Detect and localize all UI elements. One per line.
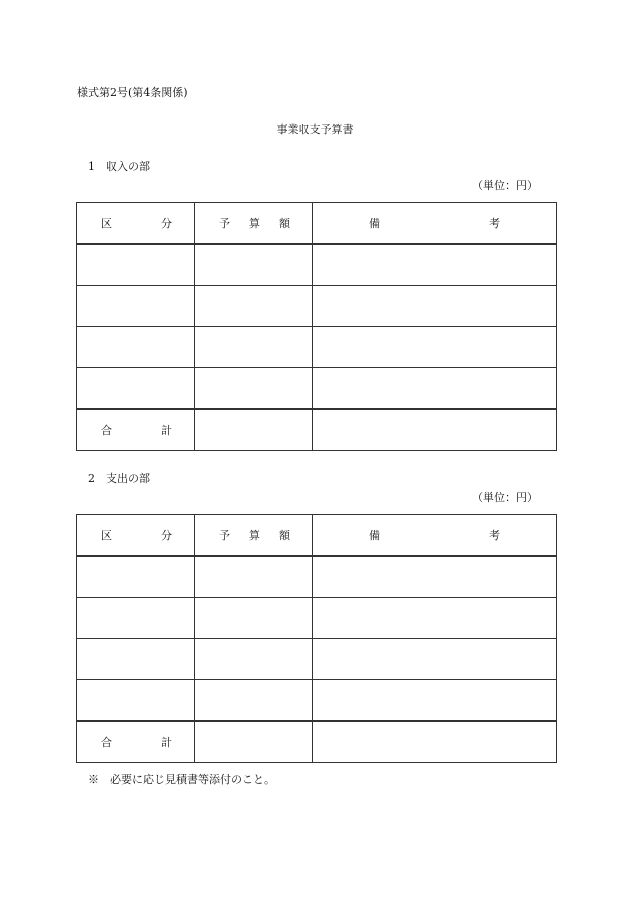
header-yosan-char: 算	[249, 529, 260, 542]
income-table	[76, 202, 557, 451]
total-label-cell	[77, 409, 195, 451]
table-row	[77, 368, 557, 410]
remarks-cell[interactable]	[313, 680, 557, 722]
header-yosan-char: 算	[249, 217, 260, 230]
table-row	[77, 286, 557, 327]
kubun-cell[interactable]	[77, 639, 195, 680]
amount-cell[interactable]	[195, 680, 313, 722]
header-biko	[313, 203, 557, 245]
total-remarks-cell[interactable]	[313, 721, 557, 763]
amount-cell[interactable]	[195, 368, 313, 410]
kubun-cell[interactable]	[77, 244, 195, 286]
expense-section-title: 2 支出の部	[88, 472, 150, 485]
table-row	[77, 556, 557, 598]
total-amount-cell[interactable]	[195, 721, 313, 763]
total-label-char: 計	[161, 424, 172, 437]
remarks-cell[interactable]	[313, 286, 557, 327]
total-amount-cell[interactable]	[195, 409, 313, 451]
total-row	[77, 409, 557, 451]
header-kubun	[77, 203, 195, 245]
header-biko-char: 備	[369, 217, 380, 230]
header-biko	[313, 515, 557, 557]
remarks-cell[interactable]	[313, 556, 557, 598]
header-biko-char: 備	[369, 529, 380, 542]
table-row	[77, 327, 557, 368]
header-kubun-char: 区	[101, 217, 112, 230]
amount-cell[interactable]	[195, 598, 313, 639]
amount-cell[interactable]	[195, 556, 313, 598]
amount-cell[interactable]	[195, 286, 313, 327]
header-kubun-char: 分	[161, 217, 172, 230]
total-label-char: 計	[161, 736, 172, 749]
total-label-char: 合	[101, 736, 112, 749]
kubun-cell[interactable]	[77, 680, 195, 722]
document-title: 事業収支予算書	[276, 123, 354, 136]
header-biko-char: 考	[489, 529, 500, 542]
header-yosan-char: 額	[279, 529, 290, 542]
table-header-row	[77, 515, 557, 557]
form-label: 様式第2号(第4条関係)	[77, 86, 188, 99]
remarks-cell[interactable]	[313, 639, 557, 680]
amount-cell[interactable]	[195, 327, 313, 368]
table-row	[77, 244, 557, 286]
expense-unit-label: （単位：円）	[472, 491, 538, 504]
total-label-char: 合	[101, 424, 112, 437]
remarks-cell[interactable]	[313, 598, 557, 639]
table-row	[77, 680, 557, 722]
kubun-cell[interactable]	[77, 556, 195, 598]
income-unit-label: （単位：円）	[472, 179, 538, 192]
header-kubun-char: 分	[161, 529, 172, 542]
total-label-cell	[77, 721, 195, 763]
kubun-cell[interactable]	[77, 598, 195, 639]
header-yosan-char: 額	[279, 217, 290, 230]
header-yosan	[195, 203, 313, 245]
footnote: ※ 必要に応じ見積書等添付のこと。	[88, 773, 275, 786]
total-row	[77, 721, 557, 763]
header-kubun	[77, 515, 195, 557]
table-header-row	[77, 203, 557, 245]
header-kubun-char: 区	[101, 529, 112, 542]
header-biko-char: 考	[489, 217, 500, 230]
header-yosan-char: 予	[219, 529, 230, 542]
table-row	[77, 639, 557, 680]
expense-table	[76, 514, 557, 763]
kubun-cell[interactable]	[77, 286, 195, 327]
remarks-cell[interactable]	[313, 327, 557, 368]
kubun-cell[interactable]	[77, 368, 195, 410]
remarks-cell[interactable]	[313, 368, 557, 410]
header-yosan-char: 予	[219, 217, 230, 230]
header-yosan	[195, 515, 313, 557]
kubun-cell[interactable]	[77, 327, 195, 368]
table-row	[77, 598, 557, 639]
amount-cell[interactable]	[195, 639, 313, 680]
income-section-title: 1 収入の部	[88, 160, 150, 173]
total-remarks-cell[interactable]	[313, 409, 557, 451]
remarks-cell[interactable]	[313, 244, 557, 286]
amount-cell[interactable]	[195, 244, 313, 286]
